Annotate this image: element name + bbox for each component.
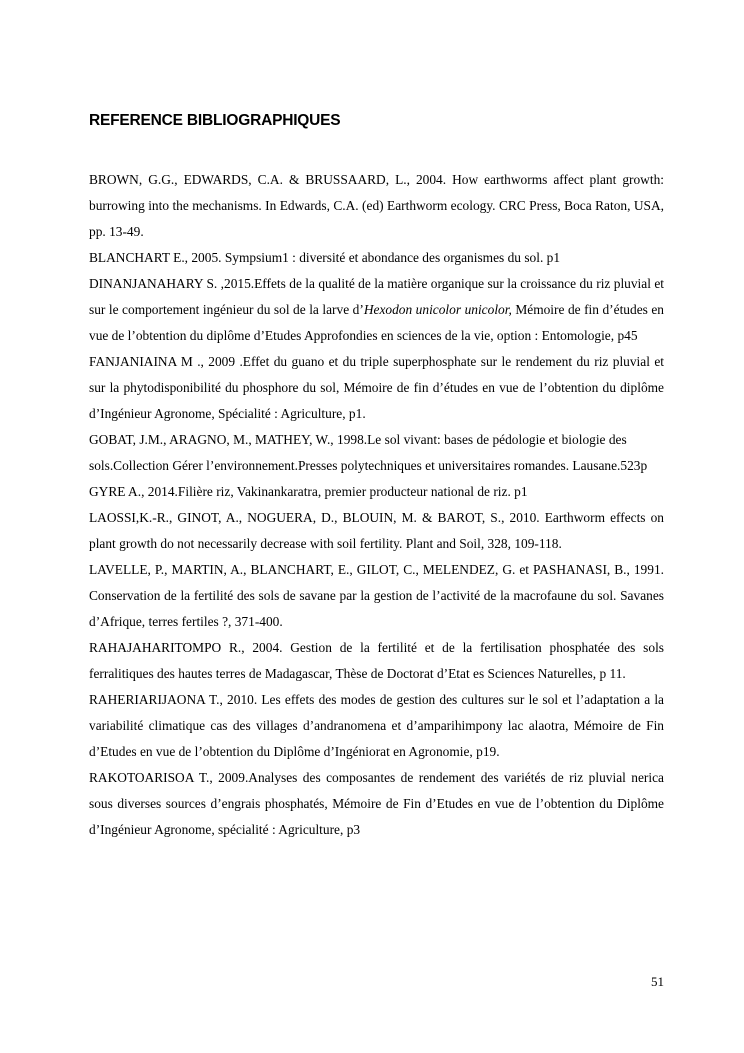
reference-item: LAVELLE, P., MARTIN, A., BLANCHART, E., GILOT, C., MELENDEZ, G. et PASHANASI, B., 1991. Conservation de la fertilité des sols de savane par la gestion de l’activité de la macrofaune du sol. Savanes d’Afrique, terres fertiles ?, 371-400.: [89, 562, 664, 629]
page-heading: REFERENCE BIBLIOGRAPHIQUES: [89, 112, 341, 129]
reference-item: FANJANIAINA M ., 2009 .Effet du guano et du triple superphosphate sur le rendement du riz pluvial et sur la phytodisponibilité du phosphore du sol, Mémoire de fin d’études en vue de l’obtention du diplôme d’Ingénieur Agronome, Spécialité : Agriculture, p1.: [89, 354, 664, 421]
reference-item: RAHAJAHARITOMPO R., 2004. Gestion de la fertilité et de la fertilisation phosphatée des sols ferralitiques des hautes terres de Madagascar, Thèse de Doctorat d’Etat es Sciences Naturelles, p 11.: [89, 640, 664, 681]
document-page: [89, 0, 664, 1053]
reference-item: BLANCHART E., 2005. Sympsium1 : diversité et abondance des organismes du sol. p1: [89, 250, 561, 265]
reference-item: LAOSSI,K.-R., GINOT, A., NOGUERA, D., BLOUIN, M. & BAROT, S., 2010. Earthworm effects on plant growth do not necessarily decrease with soil fertility. Plant and Soil, 328, 109-118.: [89, 510, 664, 551]
reference-text: Mémoire de fin d’études en vue de l’obtention du diplôme d’Etudes Approfondies en sciences de la vie, option : Entomologie, p45: [89, 302, 665, 343]
reference-item: [89, 271, 664, 349]
reference-item: GOBAT, J.M., ARAGNO, M., MATHEY, W., 1998.Le sol vivant: bases de pédologie et biologie des sols.Collection Gérer l’environnement.Presses polytechniques et universitaires romandes. Lausane.523p: [89, 432, 648, 473]
reference-item: RAKOTOARISOA T., 2009.Analyses des composantes de rendement des variétés de riz pluvial nerica sous diverses sources d’engrais phosphatés, Mémoire de Fin d’Etudes en vue de l’obtention du Diplôme d’Ingénieur Agronome, spécialité : Agriculture, p3: [89, 770, 664, 837]
reference-item: BROWN, G.G., EDWARDS, C.A. & BRUSSAARD, L., 2004. How earthworms affect plant growth: burrowing into the mechanisms. In Edwards, C.A. (ed) Earthworm ecology. CRC Press, Boca Raton, USA, pp. 13-49.: [89, 172, 664, 239]
reference-item: GYRE A., 2014.Filière riz, Vakinankaratra, premier producteur national de riz. p1: [89, 484, 528, 499]
page-number: 51: [651, 974, 664, 989]
reference-text: DINANJANAHARY S. ,2015.Effets de la qualité de la matière organique sur la croissance du riz pluvial et sur le comportement ingénieur du sol de la larve d’: [89, 276, 664, 317]
reference-item: RAHERIARIJAONA T., 2010. Les effets des modes de gestion des cultures sur le sol et l’adaptation a la variabilité climatique cas des villages d’andranomena et d’amparihimpony lac alaotra, Mémoire de Fin d’Etudes en vue de l’obtention du Diplôme d’Ingéniorat en Agronomie, p19.: [89, 692, 664, 759]
species-name: Hexodon unicolor unicolor,: [363, 302, 512, 317]
reference-list: [89, 167, 664, 843]
